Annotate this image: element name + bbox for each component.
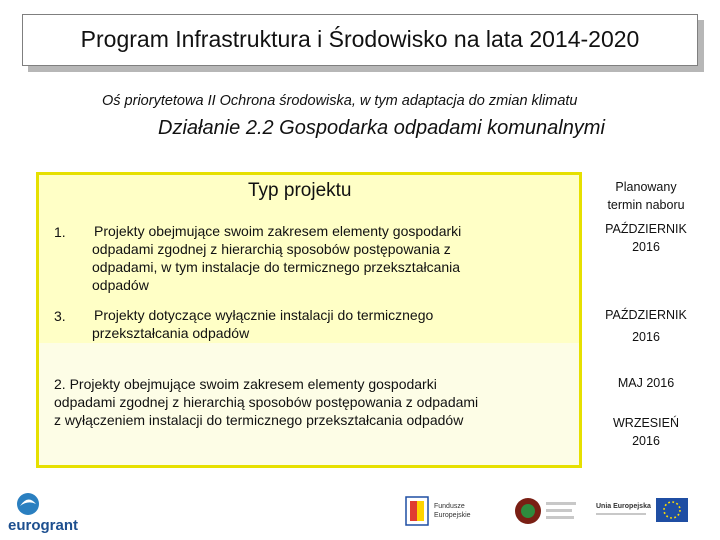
eu-logo-text-line bbox=[596, 513, 646, 515]
date-cell bbox=[586, 414, 706, 450]
row-line: Projekty obejmujące swoim zakresem elementy gospodarki bbox=[94, 223, 462, 239]
date-cell bbox=[586, 304, 706, 348]
page-title: Program Infrastruktura i Środowisko na lata 2014-2020 bbox=[80, 26, 640, 52]
row-line: odpadów bbox=[92, 277, 149, 293]
row-text bbox=[92, 222, 461, 294]
header-line: Planowany bbox=[615, 180, 677, 194]
date-line: 2016 bbox=[632, 330, 660, 344]
eu-logo bbox=[594, 494, 690, 528]
title-box bbox=[22, 14, 698, 66]
nfos-logo bbox=[514, 494, 580, 528]
nfos-logo-text-line bbox=[546, 509, 572, 512]
eu-logo-text: Unia Europejska bbox=[596, 503, 651, 510]
column-header-type: Typ projektu bbox=[248, 180, 352, 201]
row-line: 2. Projekty obejmujące swoim zakresem elementy gospodarki bbox=[54, 376, 437, 392]
date-line: PAŹDZIERNIK bbox=[605, 222, 687, 236]
row-line: odpadami zgodnej z hierarchią sposobów postępowania z bbox=[92, 241, 451, 257]
date-cell: MAJ 2016 bbox=[617, 376, 675, 390]
date-line: PAŹDZIERNIK bbox=[605, 308, 687, 322]
eurogrant-wordmark: eurogrant bbox=[8, 517, 79, 534]
funds-logo-bar-yellow bbox=[417, 501, 424, 521]
nfos-logo-inner bbox=[521, 504, 535, 518]
date-column bbox=[586, 172, 706, 468]
nfos-logo-text-line bbox=[546, 516, 574, 519]
date-line: WRZESIEŃ bbox=[613, 416, 679, 430]
row-line: odpadami, w tym instalacje do termicznego przekształcania bbox=[92, 259, 461, 275]
funds-logo bbox=[404, 494, 504, 528]
row-text bbox=[54, 375, 478, 429]
row-line: z wyłączeniem instalacji do termicznego przekształcania odpadów bbox=[54, 412, 464, 428]
funds-logo-bar-red bbox=[410, 501, 417, 521]
funds-logo-line: Europejskie bbox=[434, 512, 471, 519]
eu-flag-icon bbox=[656, 498, 688, 522]
priority-axis-text: Oś priorytetowa II Ochrona środowiska, w tym adaptacja do zmian klimatu bbox=[102, 93, 578, 109]
action-title: Działanie 2.2 Gospodarka odpadami komunalnymi bbox=[158, 117, 605, 139]
date-line: 2016 bbox=[632, 434, 660, 448]
date-cell bbox=[586, 220, 706, 256]
row-text bbox=[92, 306, 433, 342]
row-line: przekształcania odpadów bbox=[92, 325, 250, 341]
nfos-logo-text-line bbox=[546, 502, 576, 505]
row-number: 1. bbox=[54, 224, 66, 240]
column-header-date bbox=[586, 178, 706, 214]
row-line: odpadami zgodnej z hierarchią sposobów postępowania z odpadami bbox=[54, 394, 479, 410]
project-table bbox=[36, 172, 706, 468]
date-line: 2016 bbox=[632, 240, 660, 254]
row-line: Projekty dotyczące wyłącznie instalacji do termicznego bbox=[94, 307, 434, 323]
eurogrant-logo bbox=[6, 490, 96, 536]
header-line: termin naboru bbox=[607, 198, 685, 212]
row-number: 3. bbox=[54, 308, 66, 324]
funds-logo-line: Fundusze bbox=[434, 503, 465, 510]
eurogrant-logo-mark bbox=[17, 493, 39, 515]
